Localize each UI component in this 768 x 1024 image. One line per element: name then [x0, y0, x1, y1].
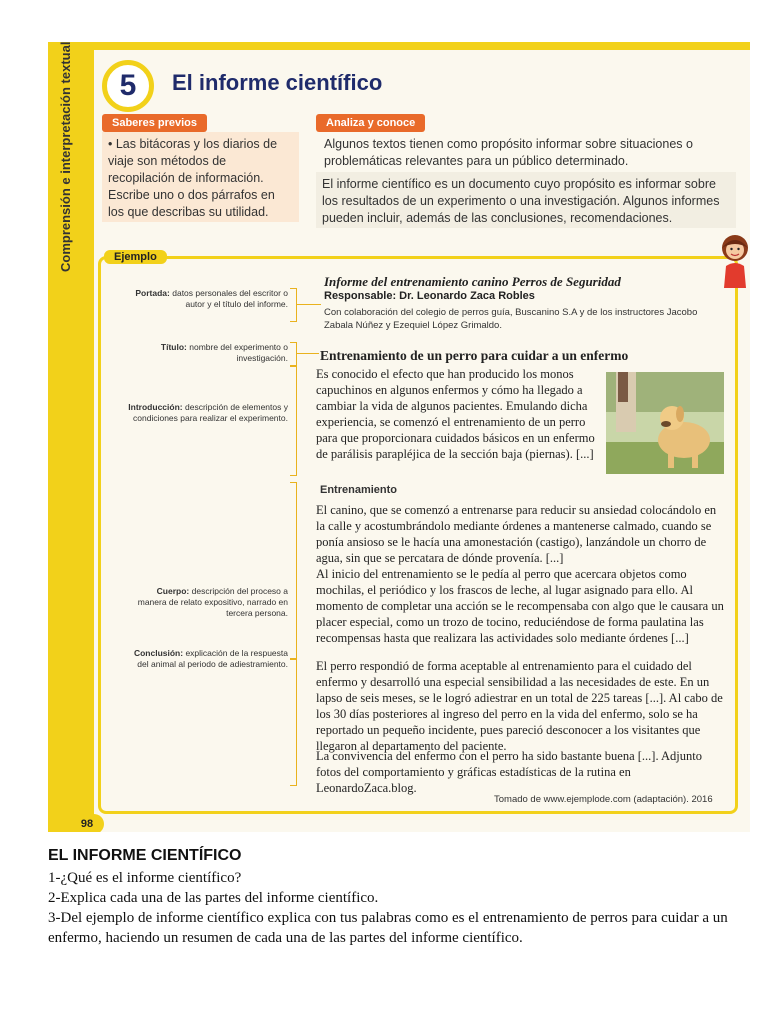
bracket [290, 482, 297, 660]
annotation-text: nombre del experimento o investigación. [189, 342, 288, 363]
dog-photo [606, 372, 724, 474]
page-title: El informe científico [172, 70, 383, 95]
analiza-box [316, 172, 736, 228]
saberes-text: • Las bitácoras y los diarios de viaje son métodos de recopilación de información. Escribe uno o dos párrafos en los que describas su utilidad. [108, 137, 278, 219]
report-responsible: Responsable: Dr. Leonardo Zaca Robles [324, 290, 535, 302]
saberes-label: Saberes previos [102, 114, 207, 132]
analiza-label: Analiza y conoce [316, 114, 425, 132]
annotation-text: datos personales del escritor o autor y el título del informe. [172, 288, 288, 309]
connector [297, 304, 321, 305]
annotation-text: descripción del proceso a manera de relato expositivo, narrado en tercera persona. [137, 586, 288, 618]
body-paragraph-2: Al inicio del entrenamiento se le pedía al perro que acercara objetos como mochilas, el periódico y los frascos de leche, al lugar asignado para ello. Al momento de completar una acción se le recompensaba con algo que le causara un placer especial, como un trozo de tocino, reduciéndose de forma paulatina las recompensas hasta que realizara las actividades solo mediante órdenes [...] [316, 567, 724, 645]
bracket [290, 342, 297, 366]
bracket [290, 658, 297, 786]
annotation-text: descripción de elementos y condiciones para realizar el experimento. [133, 402, 288, 423]
homework-heading: EL INFORME CIENTÍFICO [48, 847, 242, 864]
homework-section [48, 846, 738, 948]
conclusion-paragraph-1: El perro respondió de forma aceptable al entrenamiento para el cuidado del enfermo y desarrolló una especial sensibilidad a las necesidades de este. En un lapso de seis meses, se le logró adiestrar en un total de 225 tareas [...]. Al cabo de los 30 días posteriores al ingreso del perro en la vida del enfermo, solo se ha reportado un pequeño incidente, pues pareció desconocer a los visitantes que llegaron al departamento del paciente. [316, 659, 723, 753]
annotation-conclusion [128, 648, 288, 670]
unit-number: 5 [102, 60, 154, 112]
section-subheading: Entrenamiento [320, 484, 398, 496]
source-credit: Tomado de www.ejemplode.com (adaptación). 2016 [494, 794, 713, 805]
annotation-introduccion [128, 402, 288, 424]
ejemplo-label: Ejemplo [104, 250, 167, 264]
annotation-term: Conclusión: [133, 648, 184, 658]
sidebar-strip [48, 42, 94, 832]
annotation-term: Título: [160, 342, 187, 352]
annotation-term: Cuerpo: [156, 586, 190, 596]
side-label: Comprensión e interpretación textual [58, 42, 73, 272]
bracket [290, 288, 297, 322]
question-2: 2-Explica cada una de las partes del informe científico. [48, 890, 379, 906]
annotation-term: Introducción: [128, 402, 183, 412]
top-bar [48, 42, 750, 50]
annotation-cuerpo [128, 586, 288, 619]
saberes-box [102, 132, 299, 222]
annotation-term: Portada: [135, 288, 170, 298]
report-title: Informe del entrenamiento canino Perros de Seguridad [324, 274, 621, 289]
question-1: 1-¿Qué es el informe científico? [48, 870, 242, 886]
intro-paragraph: Es conocido el efecto que han producido los monos capuchinos en algunos enfermos y cómo ha llegado a cambiar la vida de algunos pacientes. Emulando dicha experiencia, se comenzó el entrenamiento de un perro para que proporcionara cuidados básicos en un enfermo de parálisis parapléjica de la sección baja (piernas). [...] [316, 367, 595, 461]
analiza-paragraph-1: Algunos textos tienen como propósito informar sobre situaciones o problemáticas relevantes para un público determinado. [324, 137, 693, 168]
connector [297, 353, 319, 354]
page-number: 98 [70, 814, 104, 832]
textbook-page [48, 42, 750, 832]
report-collaboration: Con colaboración del colegio de perros guía, Buscanino S.A y de los instructores Jacobo Zabala Núñez y Ezequiel López Grimaldo. [324, 307, 698, 331]
girl-illustration [718, 232, 750, 288]
analiza-paragraph-2: El informe científico es un documento cuyo propósito es informar sobre los resultados de un experimento o una investigación. Algunos informes pueden incluir, además de las conclusiones, recomendaciones. [322, 177, 720, 225]
question-3: 3-Del ejemplo de informe científico explica con tus palabras como es el entrenamiento de perros para cuidar a un enfermo, haciendo un resumen de cada una de las partes del informe científico. [48, 910, 728, 946]
conclusion-paragraph-2: La convivencia del enfermo con el perro ha sido bastante buena [...]. Adjunto fotos del comportamiento y gráficas estadísticas de la rutina en LeonardoZaca.blog. [316, 749, 702, 795]
annotation-titulo [128, 342, 288, 364]
annotation-text: explicación de la respuesta del animal al periodo de adiestramiento. [137, 648, 288, 669]
body-paragraph-1: El canino, que se comenzó a entrenarse para reducir su ansiedad colocándolo en la calle y acostumbrándolo mediante órdenes a mantenerse calmado, cuando se ponía ansioso se le hacía una amonestación (castigo), lanzándole un chorro de agua, sin que se percatara de dónde provenía. [...] [316, 503, 717, 565]
bracket [290, 366, 297, 476]
annotation-portada [128, 288, 288, 310]
article-title: Entrenamiento de un perro para cuidar a un enfermo [320, 348, 629, 363]
